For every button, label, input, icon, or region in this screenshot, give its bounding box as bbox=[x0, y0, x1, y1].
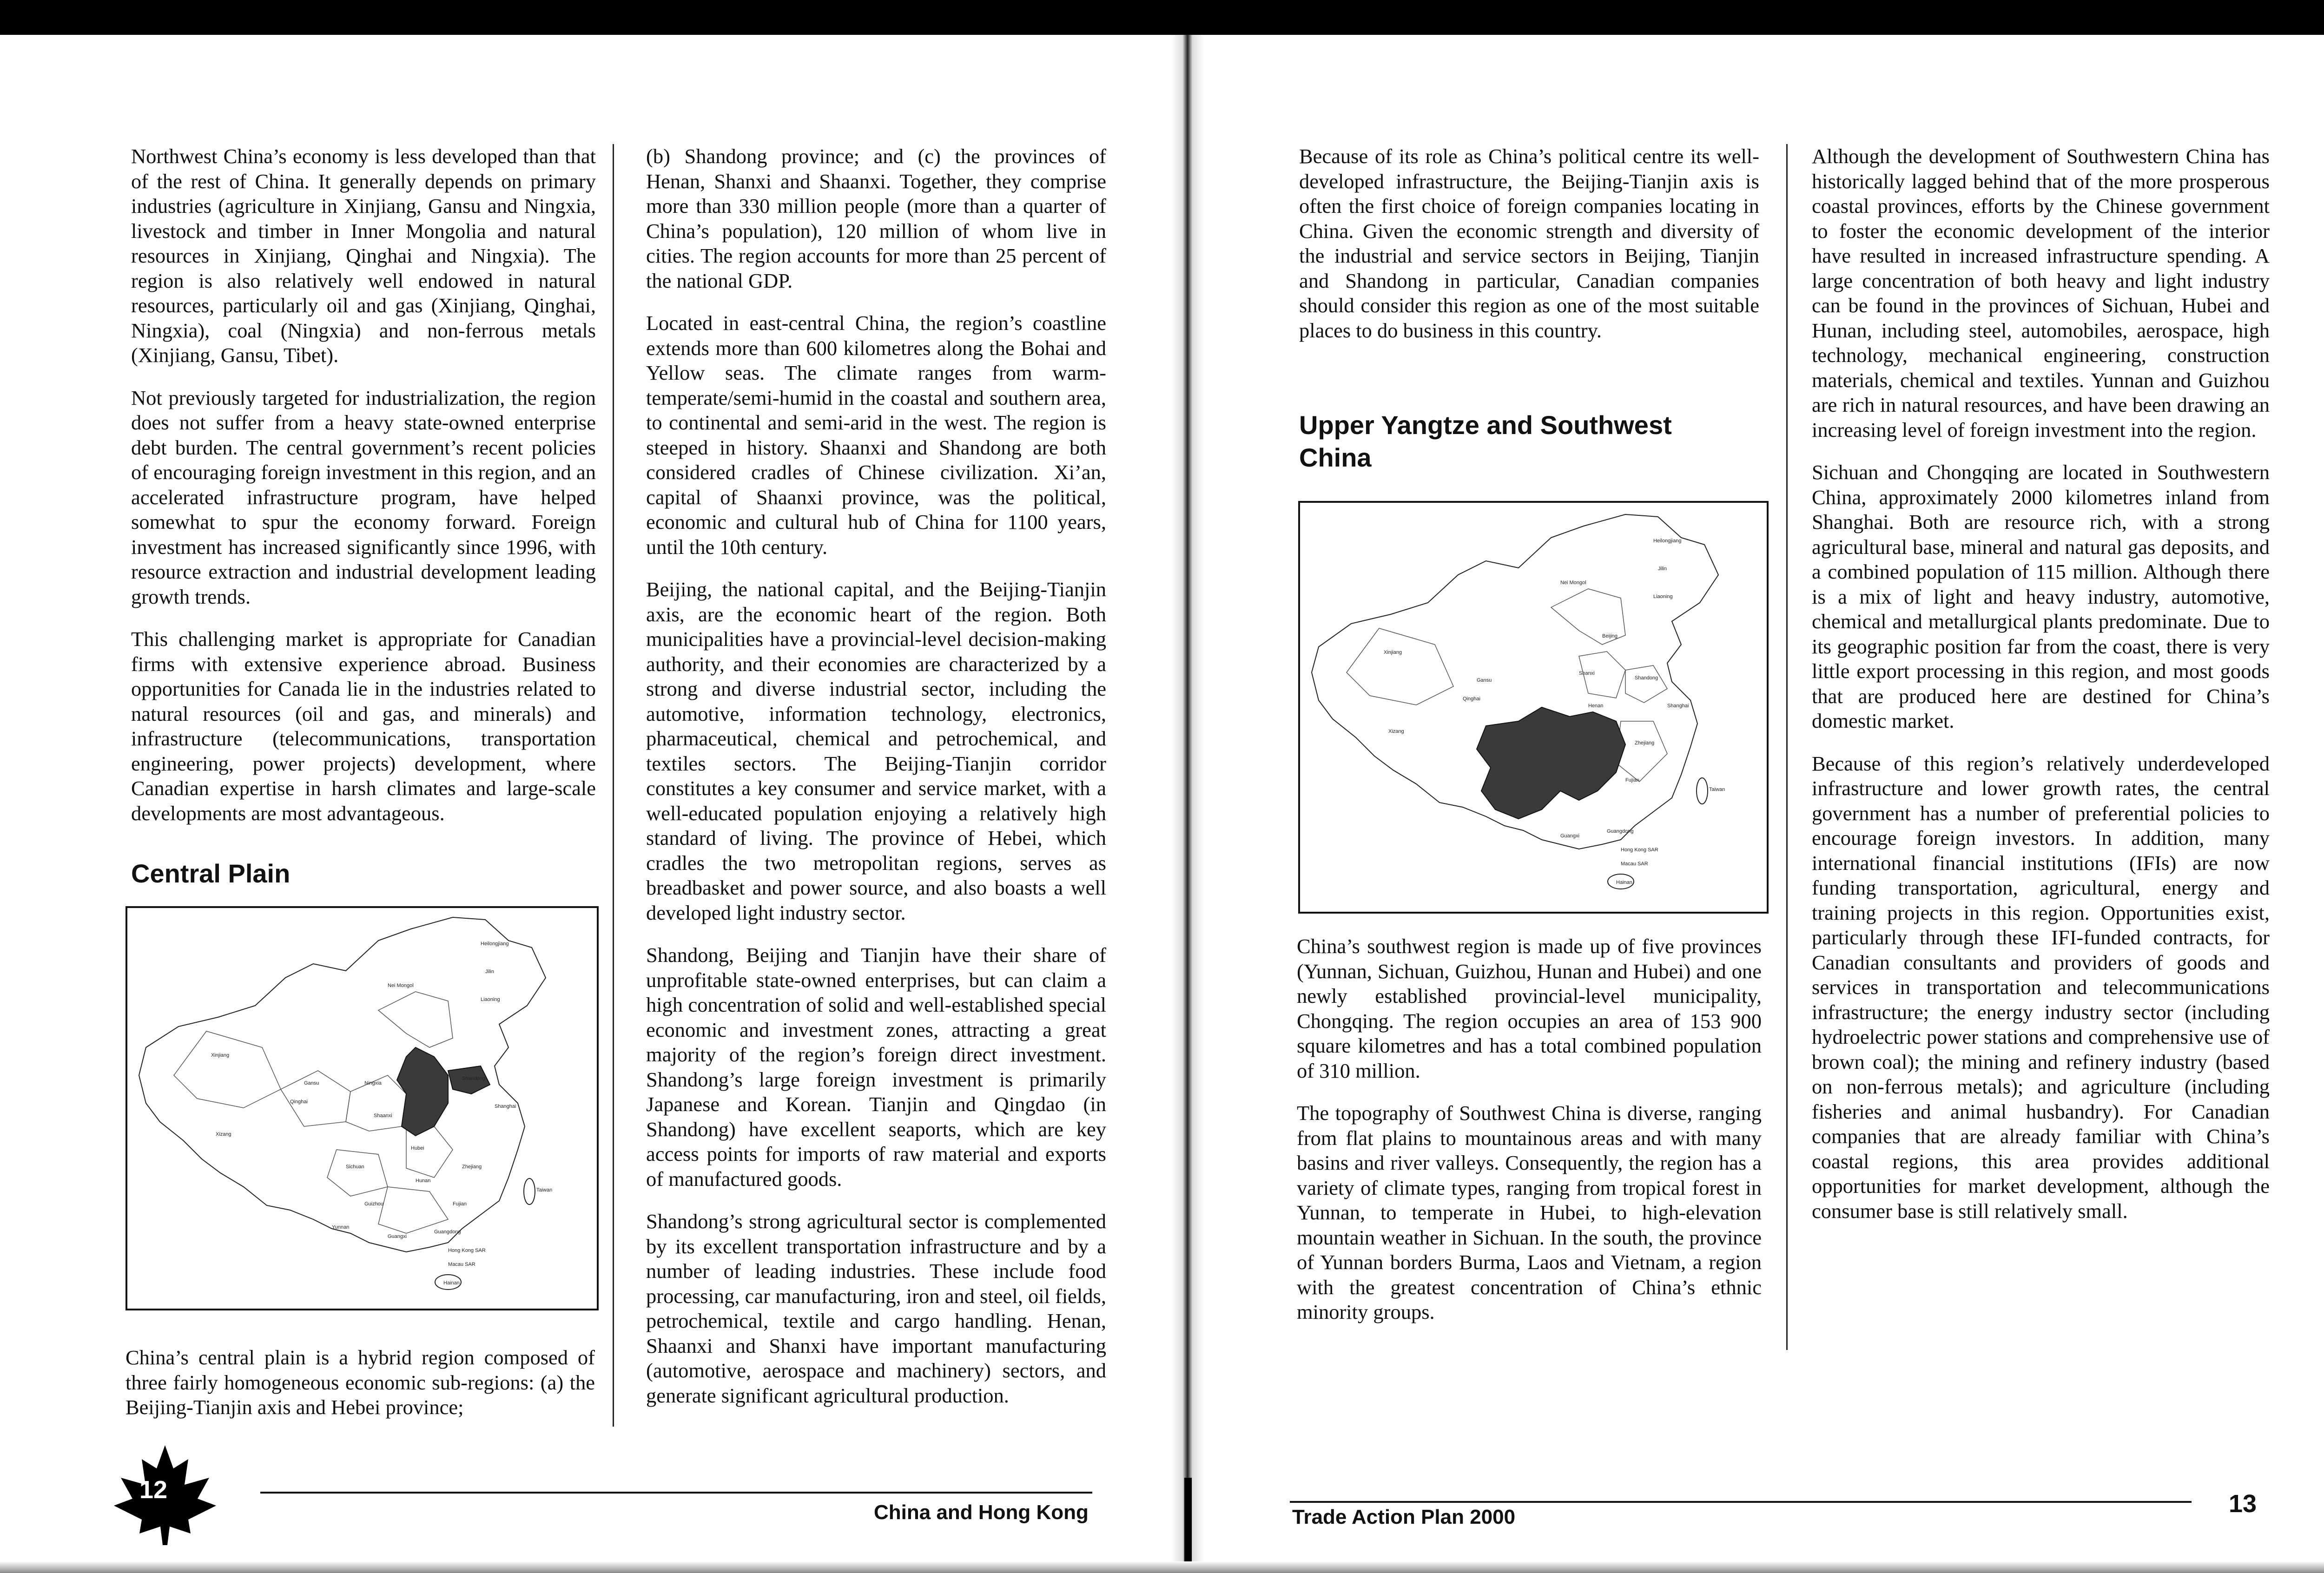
spine-shadow bbox=[1184, 1478, 1192, 1573]
svg-text:Shanghai: Shanghai bbox=[1667, 703, 1689, 709]
svg-text:Xizang: Xizang bbox=[1388, 729, 1404, 734]
page-number-right: 13 bbox=[2229, 1490, 2257, 1518]
svg-text:Shanghai: Shanghai bbox=[495, 1104, 516, 1109]
svg-text:Guangxi: Guangxi bbox=[388, 1234, 407, 1239]
footer-title-left: China and Hong Kong bbox=[874, 1501, 1089, 1524]
svg-text:Taiwan: Taiwan bbox=[536, 1187, 553, 1193]
svg-text:Nei Mongol: Nei Mongol bbox=[1560, 580, 1586, 586]
svg-text:Guangxi: Guangxi bbox=[1560, 833, 1579, 839]
svg-text:Yunnan: Yunnan bbox=[332, 1224, 350, 1230]
svg-text:Macau SAR: Macau SAR bbox=[1621, 861, 1648, 867]
svg-text:Guangdong: Guangdong bbox=[434, 1229, 461, 1235]
svg-text:Zhejiang: Zhejiang bbox=[1635, 740, 1655, 746]
svg-text:Shandong: Shandong bbox=[1635, 675, 1658, 681]
paragraph: Shandong, Beijing and Tianjin have their share of unprofitable state-owned enterprises, but can claim a high concentration of solid and well-established special economic and investment zones, attracting a great majority of the region’s foreign direct investment. Shandong’s large foreign investment is primarily Japanese and Korean. Tianjin and Qingdao (in Shandong) have excellent seaports, which are key access points for imports of raw material and exports of manufactured goods. bbox=[646, 943, 1106, 1191]
svg-text:Shanxi: Shanxi bbox=[1579, 671, 1595, 676]
svg-text:Sichuan: Sichuan bbox=[346, 1164, 364, 1170]
paragraph: Northwest China’s economy is less developed than that of the rest of China. It generally depends on primary industries (agriculture in Xinjiang, Gansu and Ningxia, livestock and timber in Inner Mongolia and natural resources in Xinjiang, Qinghai and Ningxia). The region is also relatively well endowed in natural resources, particularly oil and gas (Xinjiang, Qinghai, Ningxia), coal (Ningxia) and non-ferrous metals (Xinjiang, Gansu, Tibet). bbox=[131, 145, 596, 367]
page-number-left: 12 bbox=[139, 1476, 168, 1504]
central-plain-intro bbox=[125, 1345, 595, 1438]
paragraph: Although the development of Southwestern China has historically lagged behind that of the more prosperous coastal provinces, efforts by the Chinese government to foster the economic development of the interior have resulted in increased infrastructure spending. A large concentration of both heavy and light industry can be found in the provinces of Sichuan, Hubei and Hunan, including steel, automobiles, aerospace, high technology, mechanical engineering, construction materials, chemical and textiles. Yunnan and Guizhou are rich in natural resources, and have been drawing an increasing level of foreign investment into the region. bbox=[1812, 145, 2270, 441]
svg-text:Ningxia: Ningxia bbox=[364, 1080, 382, 1086]
column-divider bbox=[613, 144, 614, 1427]
svg-text:Heilongjiang: Heilongjiang bbox=[1653, 538, 1682, 544]
svg-text:Jilin: Jilin bbox=[1658, 566, 1667, 572]
svg-text:Heilongjiang: Heilongjiang bbox=[481, 941, 509, 947]
svg-text:Fujian: Fujian bbox=[1625, 777, 1639, 783]
paragraph: China’s southwest region is made up of five provinces (Yunnan, Sichuan, Guizhou, Hunan and Hubei) and one newly established provincial-level municipality, Chongqing. The region occupies an area of 153 900 square kilometres and has a total combined population of 310 million. bbox=[1297, 935, 1762, 1082]
paragraph: Because of its role as China’s political centre its well-developed infrastructure, the Beijing-Tianjin axis is often the first choice of foreign companies locating in China. Given the economic strength and diversity of the industrial and service sectors in Beijing, Tianjin and Shandong in particular, Canadian companies should consider this region as one of the most suitable places to do business in this country. bbox=[1299, 145, 1759, 342]
svg-text:Shaanxi: Shaanxi bbox=[374, 1113, 392, 1119]
svg-text:Taiwan: Taiwan bbox=[1709, 787, 1725, 792]
paragraph: Not previously targeted for industrialization, the region does not suffer from a heavy state-owned enterprise debt burden. The central government’s recent policies of encouraging foreign investment in this region, and an accelerated infrastructure program, have helped somewhat to spur the economy forward. Foreign investment has increased significantly since 1996, with resource extraction and industrial development leading growth trends. bbox=[131, 386, 596, 608]
paragraph: Sichuan and Chongqing are located in Southwestern China, approximately 2000 kilometres inland from Shanghai. Both are resource rich, with a strong agricultural base, mineral and natural gas deposits, and a combined population of 115 million. Although there is a mix of light and heavy industry, automotive, chemical and metallurgical plants predominate. Due to its geographic position far from the coast, there is very little export processing in this region, and most goods that are produced here are destined for China’s domestic market. bbox=[1812, 461, 2270, 732]
svg-text:Jilin: Jilin bbox=[485, 969, 494, 974]
svg-text:Macau SAR: Macau SAR bbox=[448, 1262, 475, 1267]
book-spine bbox=[1171, 35, 1204, 1573]
central-plain-map bbox=[125, 906, 599, 1310]
svg-text:Liaoning: Liaoning bbox=[1653, 594, 1673, 599]
svg-text:Liaoning: Liaoning bbox=[481, 997, 500, 1002]
left-page-column-1 bbox=[131, 144, 596, 843]
paragraph: Beijing, the national capital, and the Beijing-Tianjin axis, are the economic heart of the region. Both municipalities have a provincial-level decision-making authority, and their economies are characterized by a strong and diverse industrial sector, including the automotive, information technology, electronics, pharmaceutical, chemical and petrochemical, and textiles sectors. The Beijing-Tianjin corridor constitutes a key consumer and service market, with a well-educated population enjoying a relatively high standard of living. The province of Hebei, which cradles the two metropolitan regions, serves as breadbasket and power source, and also boasts a well developed light industry sector. bbox=[646, 578, 1106, 924]
svg-text:Xinjiang: Xinjiang bbox=[1384, 650, 1402, 655]
left-page-column-2 bbox=[646, 144, 1106, 1426]
svg-text:Hong Kong SAR: Hong Kong SAR bbox=[448, 1248, 486, 1253]
svg-text:Hubei: Hubei bbox=[411, 1145, 424, 1151]
paragraph: (b) Shandong province; and (c) the provinces of Henan, Shanxi and Shaanxi. Together, they comprise more than 330 million people (more than a quarter of China’s population), 120 million of whom live in cities. The region accounts for more than 25 percent of the national GDP. bbox=[646, 145, 1106, 292]
svg-text:Hainan: Hainan bbox=[443, 1280, 460, 1286]
right-page-column-1-intro bbox=[1299, 144, 1759, 361]
paragraph: The topography of Southwest China is diverse, ranging from flat plains to mountainous areas and with many basins and river valleys. Consequently, the region has a variety of climate types, ranging from tropical forest in Yunnan, to temperate in Hubei, to high-elevation mountain weather in Sichuan. In the south, the province of Yunnan borders Burma, Laos and Vietnam, a region with the greatest concentration of China’s ethnic minority groups. bbox=[1297, 1101, 1762, 1323]
svg-text:Shandong: Shandong bbox=[462, 1076, 486, 1081]
svg-text:Beijing: Beijing bbox=[1602, 633, 1618, 639]
paragraph: Located in east-central China, the region’s coastline extends more than 600 kilometres along the Bohai and Yellow seas. The climate ranges from warm-temperate/semi-humid in the coastal and southern area, to continental and semi-arid in the west. The region is steeped in history. Shaanxi and Shandong are both considered cradles of Chinese civilization. Xi’an, capital of Shaanxi province, was the political, economic and cultural hub of China for 1100 years, until the 10th century. bbox=[646, 311, 1106, 559]
paragraph: This challenging market is appropriate for Canadian firms with extensive experience abroad. Business opportunities for Canada lie in the industries related to natural resources (oil and gas, and minerals) and infrastructure (telecommunications, transportation engineering, power projects) development, where Canadian expertise in harsh climates and large-scale developments are most advantageous. bbox=[131, 627, 596, 825]
section-heading-upper-yangtze: Upper Yangtze and Southwest China bbox=[1299, 410, 1672, 472]
svg-text:Guizhou: Guizhou bbox=[364, 1201, 383, 1207]
section-heading-central-plain: Central Plain bbox=[131, 859, 290, 888]
svg-text:Gansu: Gansu bbox=[1477, 678, 1492, 683]
paragraph: Because of this region’s relatively underdeveloped infrastructure and lower growth rates, the central government has a number of preferential policies to encourage foreign investors. In addition, many international financial institutions (IFIs) are now funding transportation, agricultural, energy and training projects in this region. Opportunities exist, particularly through these IFI-funded contracts, for Canadian consultants and providers of goods and services in transportation and telecommunications infrastructure; the energy industry sector (including hydroelectric power stations and comprehensive use of brown coal); the mining and refinery industry (based on non-ferrous metals); and agriculture (including fisheries and animal husbandry). For Canadian companies that are already familiar with China’s coastal regions, this area provides additional opportunities for market development, although the consumer base is still relatively small. bbox=[1812, 751, 2270, 1223]
right-page-column-1 bbox=[1297, 934, 1762, 1343]
svg-text:Xizang: Xizang bbox=[216, 1132, 231, 1137]
scanner-top-edge bbox=[0, 0, 2324, 35]
southwest-china-map bbox=[1298, 501, 1769, 914]
footer-title-right: Trade Action Plan 2000 bbox=[1292, 1506, 1516, 1528]
scanner-bottom-edge bbox=[0, 1561, 2324, 1573]
svg-text:Henan: Henan bbox=[1588, 703, 1604, 709]
svg-text:Zhejiang: Zhejiang bbox=[462, 1164, 482, 1170]
paragraph: Shandong’s strong agricultural sector is complemented by its excellent transportation infrastructure and by a number of leading industries. These include food processing, car manufacturing, iron and steel, oil fields, petrochemical, textile and cargo handling. Henan, Shaanxi and Shanxi have important manufacturing (automotive, aerospace and machinery) sectors, and generate significant agricultural production. bbox=[646, 1210, 1106, 1407]
china-map-southwest bbox=[1300, 503, 1767, 912]
svg-text:Guangdong: Guangdong bbox=[1607, 829, 1634, 834]
svg-text:Gansu: Gansu bbox=[304, 1080, 319, 1086]
svg-text:Qinghai: Qinghai bbox=[290, 1099, 308, 1105]
paragraph: China’s central plain is a hybrid region composed of three fairly homogeneous economic sub-regions: (a) the Beijing-Tianjin axis and Hebei province; bbox=[125, 1346, 595, 1419]
footer-rule bbox=[1290, 1501, 2192, 1503]
svg-text:Nei Mongol: Nei Mongol bbox=[388, 983, 414, 988]
svg-text:Qinghai: Qinghai bbox=[1463, 696, 1480, 702]
svg-text:Xinjiang: Xinjiang bbox=[211, 1053, 230, 1058]
footer-rule bbox=[260, 1492, 1092, 1494]
china-map-central-plain bbox=[127, 908, 597, 1309]
svg-text:Hunan: Hunan bbox=[416, 1178, 431, 1184]
svg-text:Hainan: Hainan bbox=[1616, 880, 1632, 885]
svg-text:Fujian: Fujian bbox=[453, 1201, 467, 1207]
svg-text:Hong Kong SAR: Hong Kong SAR bbox=[1621, 847, 1658, 853]
right-page-column-2 bbox=[1812, 144, 2270, 1241]
column-divider bbox=[1786, 144, 1788, 1350]
